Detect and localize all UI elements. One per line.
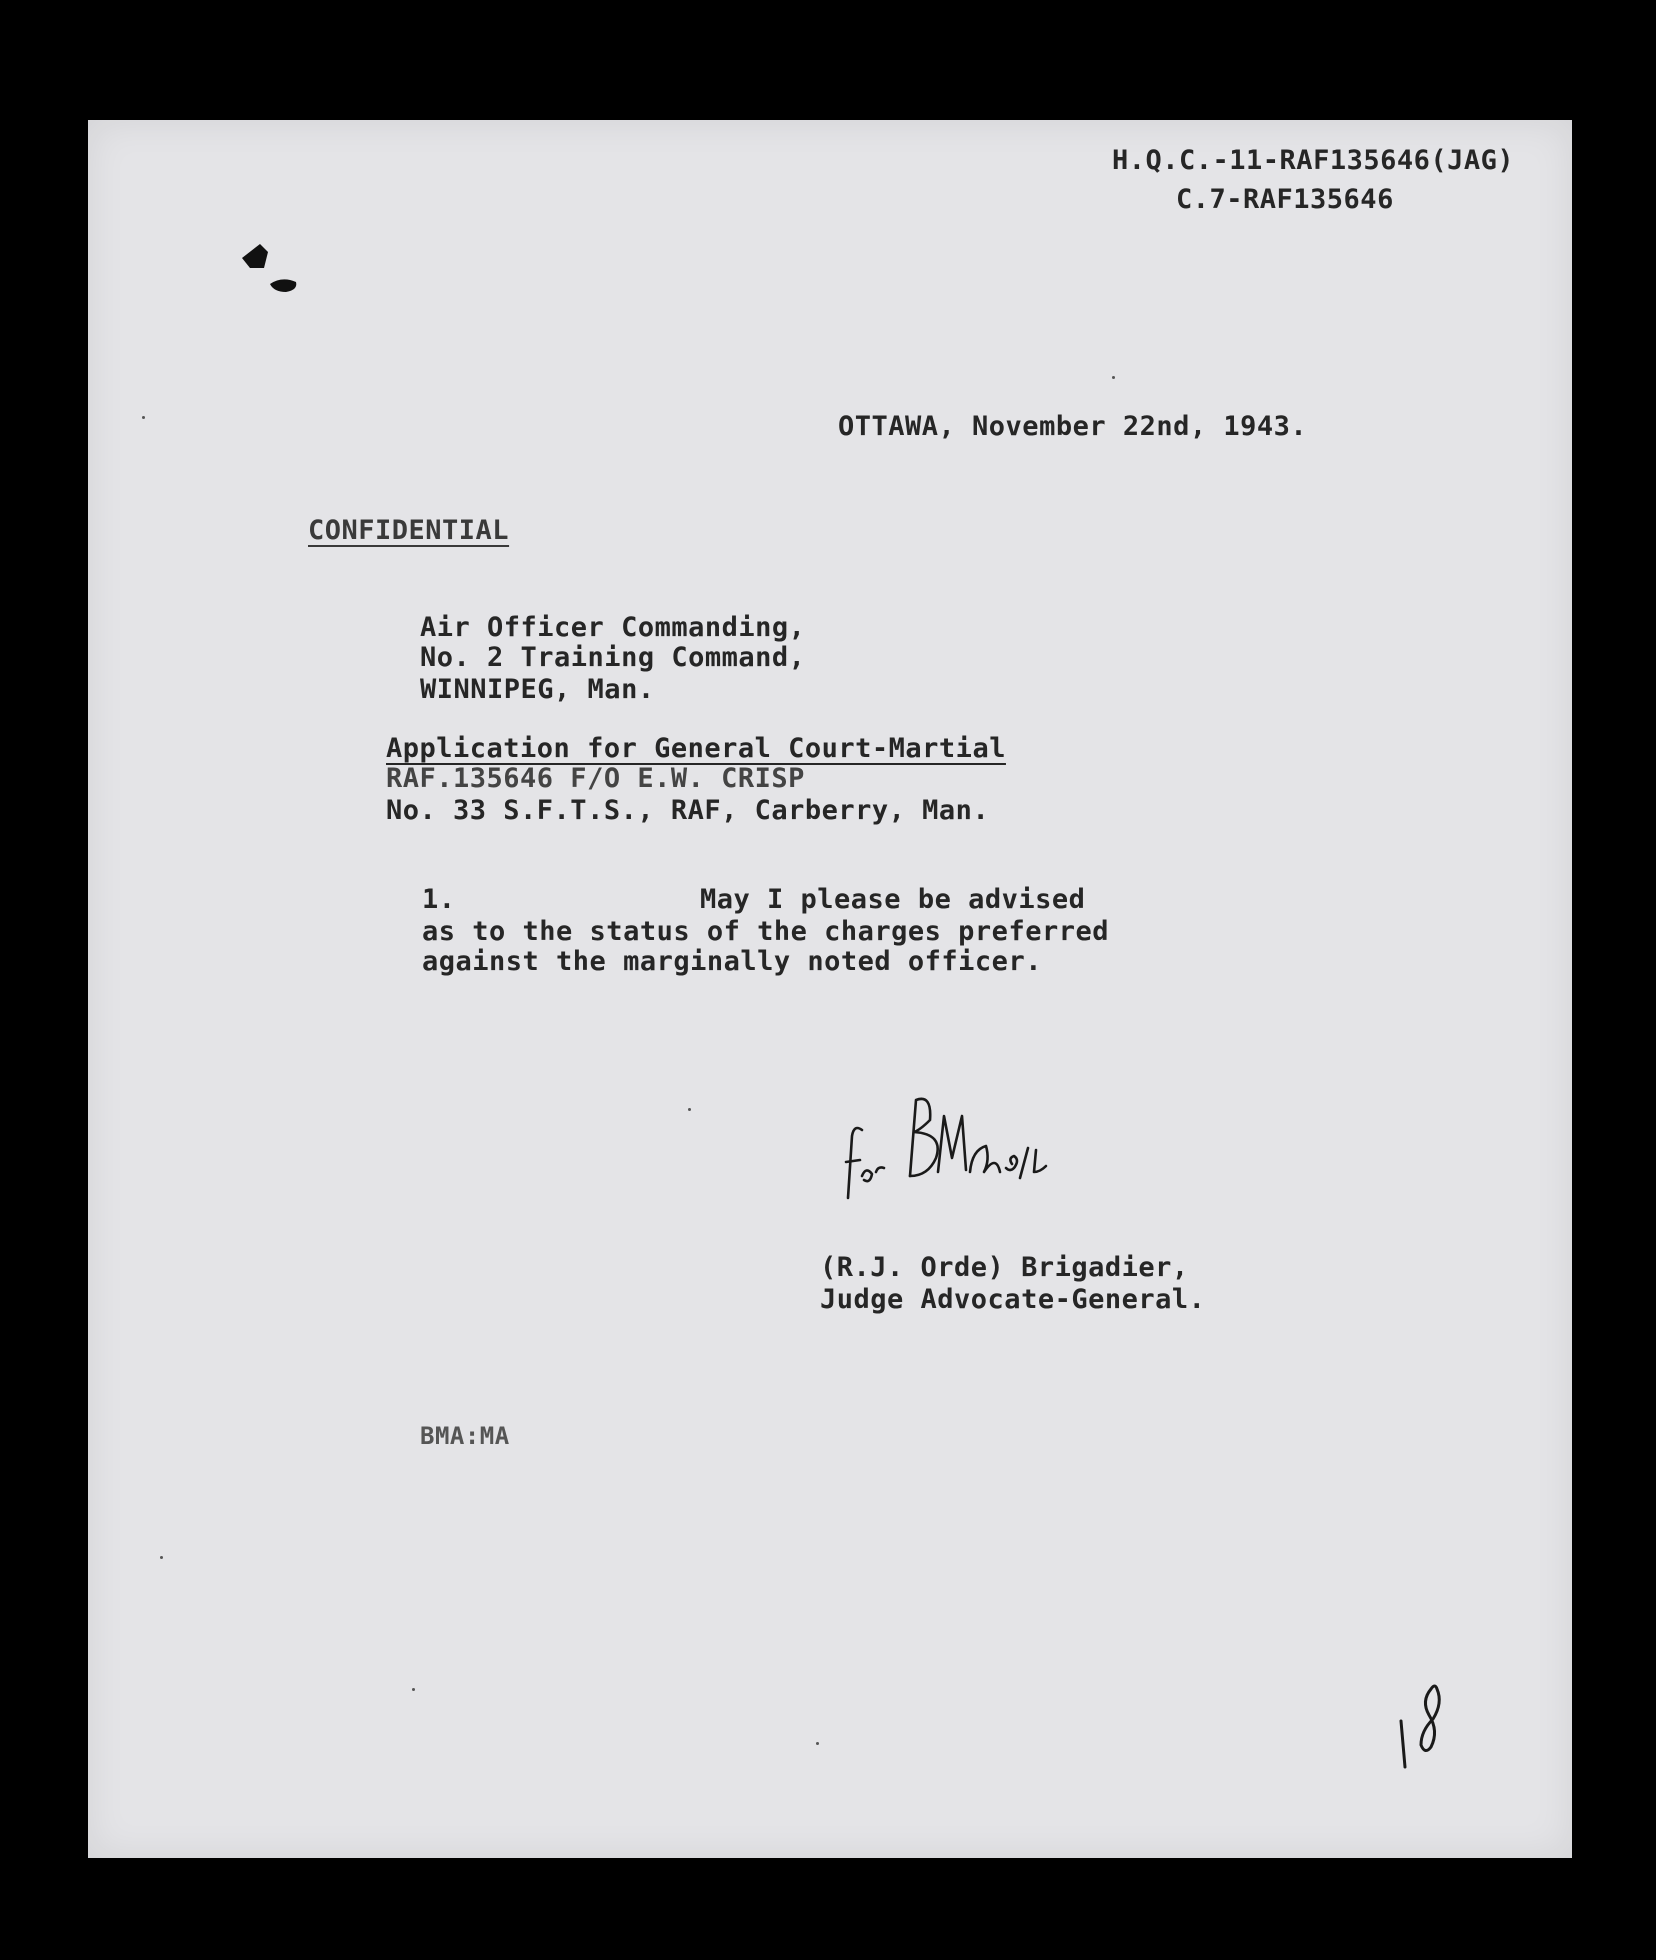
scan-speck [160,1556,163,1559]
file-reference-line-2: C.7-RAF135646 [1176,184,1394,215]
reference-initials: BMA:MA [420,1422,510,1450]
scan-speck [816,1742,819,1745]
scan-speck [412,1688,415,1691]
classification-heading: CONFIDENTIAL [308,515,510,546]
file-reference-line-1: H.Q.C.-11-RAF135646(JAG) [1112,145,1515,176]
handwritten-signature [840,1080,1100,1230]
addressee-line-3: WINNIPEG, Man. [420,674,655,705]
signatory-line-1: (R.J. Orde) Brigadier, [820,1252,1189,1283]
ink-smudge-mark [238,238,308,308]
subject-title: Application for General Court-Martial [386,733,1006,764]
paragraph-line-3: against the marginally noted officer. [422,946,1042,977]
paragraph-line-1: May I please be advised [700,884,1086,915]
handwritten-page-number [1395,1675,1455,1775]
scan-speck [142,416,145,419]
scan-speck [1112,376,1115,379]
paragraph-number: 1. [422,884,456,915]
signatory-line-2: Judge Advocate-General. [820,1284,1206,1315]
subject-line-3: No. 33 S.F.T.S., RAF, Carberry, Man. [386,795,990,826]
document-paper [88,120,1572,1858]
subject-line-2: RAF.135646 F/O E.W. CRISP [386,763,805,794]
addressee-line-1: Air Officer Commanding, [420,612,806,643]
paragraph-line-2: as to the status of the charges preferred [422,916,1109,947]
scan-speck [688,1108,691,1111]
addressee-line-2: No. 2 Training Command, [420,642,806,673]
date-line: OTTAWA, November 22nd, 1943. [838,411,1308,442]
